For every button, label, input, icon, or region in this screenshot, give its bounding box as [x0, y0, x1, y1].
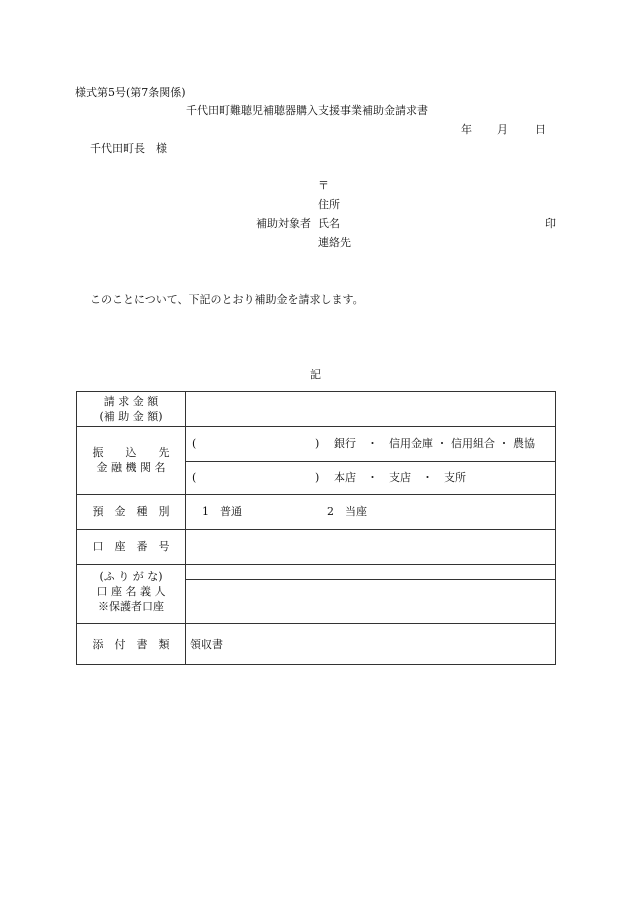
- body-text: このことについて、下記のとおり補助金を請求します。: [90, 293, 364, 306]
- bank-type-options: 銀行 ・ 信用金庫 ・ 信用組合 ・ 農協: [334, 437, 535, 450]
- row-separator: [77, 623, 555, 624]
- holder-label-line1: (ふ り が な): [99, 570, 163, 583]
- attachment-value: 領収書: [190, 638, 223, 651]
- amount-field[interactable]: [186, 393, 555, 425]
- bank-label: [77, 445, 185, 475]
- bank-name-field[interactable]: [202, 430, 312, 458]
- bank-paren-open: (: [192, 437, 197, 450]
- amount-label-line1: 請 求 金 額: [103, 395, 159, 408]
- holder-label-line3: ※保護者口座: [98, 600, 164, 613]
- attachment-label: 添 付 書 類: [92, 638, 170, 651]
- postal-mark: 〒: [318, 179, 329, 192]
- branch-paren-open: (: [192, 471, 197, 484]
- date-month: 月: [497, 123, 508, 136]
- amount-label-line2: (補 助 金 額): [99, 410, 163, 423]
- row-separator: [77, 494, 555, 495]
- ki-heading: 記: [310, 368, 321, 381]
- deposit-label: 預 金 種 別: [92, 505, 170, 518]
- holder-label: [77, 569, 185, 614]
- holder-name-field[interactable]: [186, 580, 555, 622]
- row-separator: [77, 426, 555, 427]
- contact-label: 連絡先: [318, 236, 351, 249]
- amount-label: [77, 394, 185, 424]
- holder-furigana-field[interactable]: [186, 565, 555, 578]
- deposit-option-current[interactable]: 2 当座: [327, 505, 367, 518]
- name-label: 氏名: [318, 217, 340, 230]
- bank-label-line1: 振 込 先: [92, 446, 170, 459]
- bank-label-line2: 金 融 機 関 名: [96, 461, 166, 474]
- holder-label-line2: 口 座 名 義 人: [96, 585, 166, 598]
- deposit-option-ordinary[interactable]: 1 普通: [202, 505, 242, 518]
- role-label: 補助対象者: [256, 217, 311, 230]
- date-year: 年: [461, 123, 472, 136]
- branch-paren-close: ): [315, 471, 320, 484]
- seal-mark: 印: [545, 217, 556, 230]
- branch-type-options: 本店 ・ 支店 ・ 支所: [334, 471, 466, 484]
- row-separator: [185, 461, 555, 462]
- account-number-field[interactable]: [186, 530, 555, 563]
- account-number-label: 口 座 番 号: [92, 540, 170, 553]
- addressee: 千代田町長 様: [90, 142, 167, 155]
- request-form-table: [76, 391, 556, 665]
- form-number: 様式第5号(第7条関係): [75, 86, 186, 99]
- address-label: 住所: [318, 198, 340, 211]
- bank-paren-close: ): [315, 437, 320, 450]
- branch-name-field[interactable]: [202, 464, 312, 492]
- date-day: 日: [535, 123, 546, 136]
- page-title: 千代田町難聴児補聴器購入支援事業補助金請求書: [186, 104, 428, 117]
